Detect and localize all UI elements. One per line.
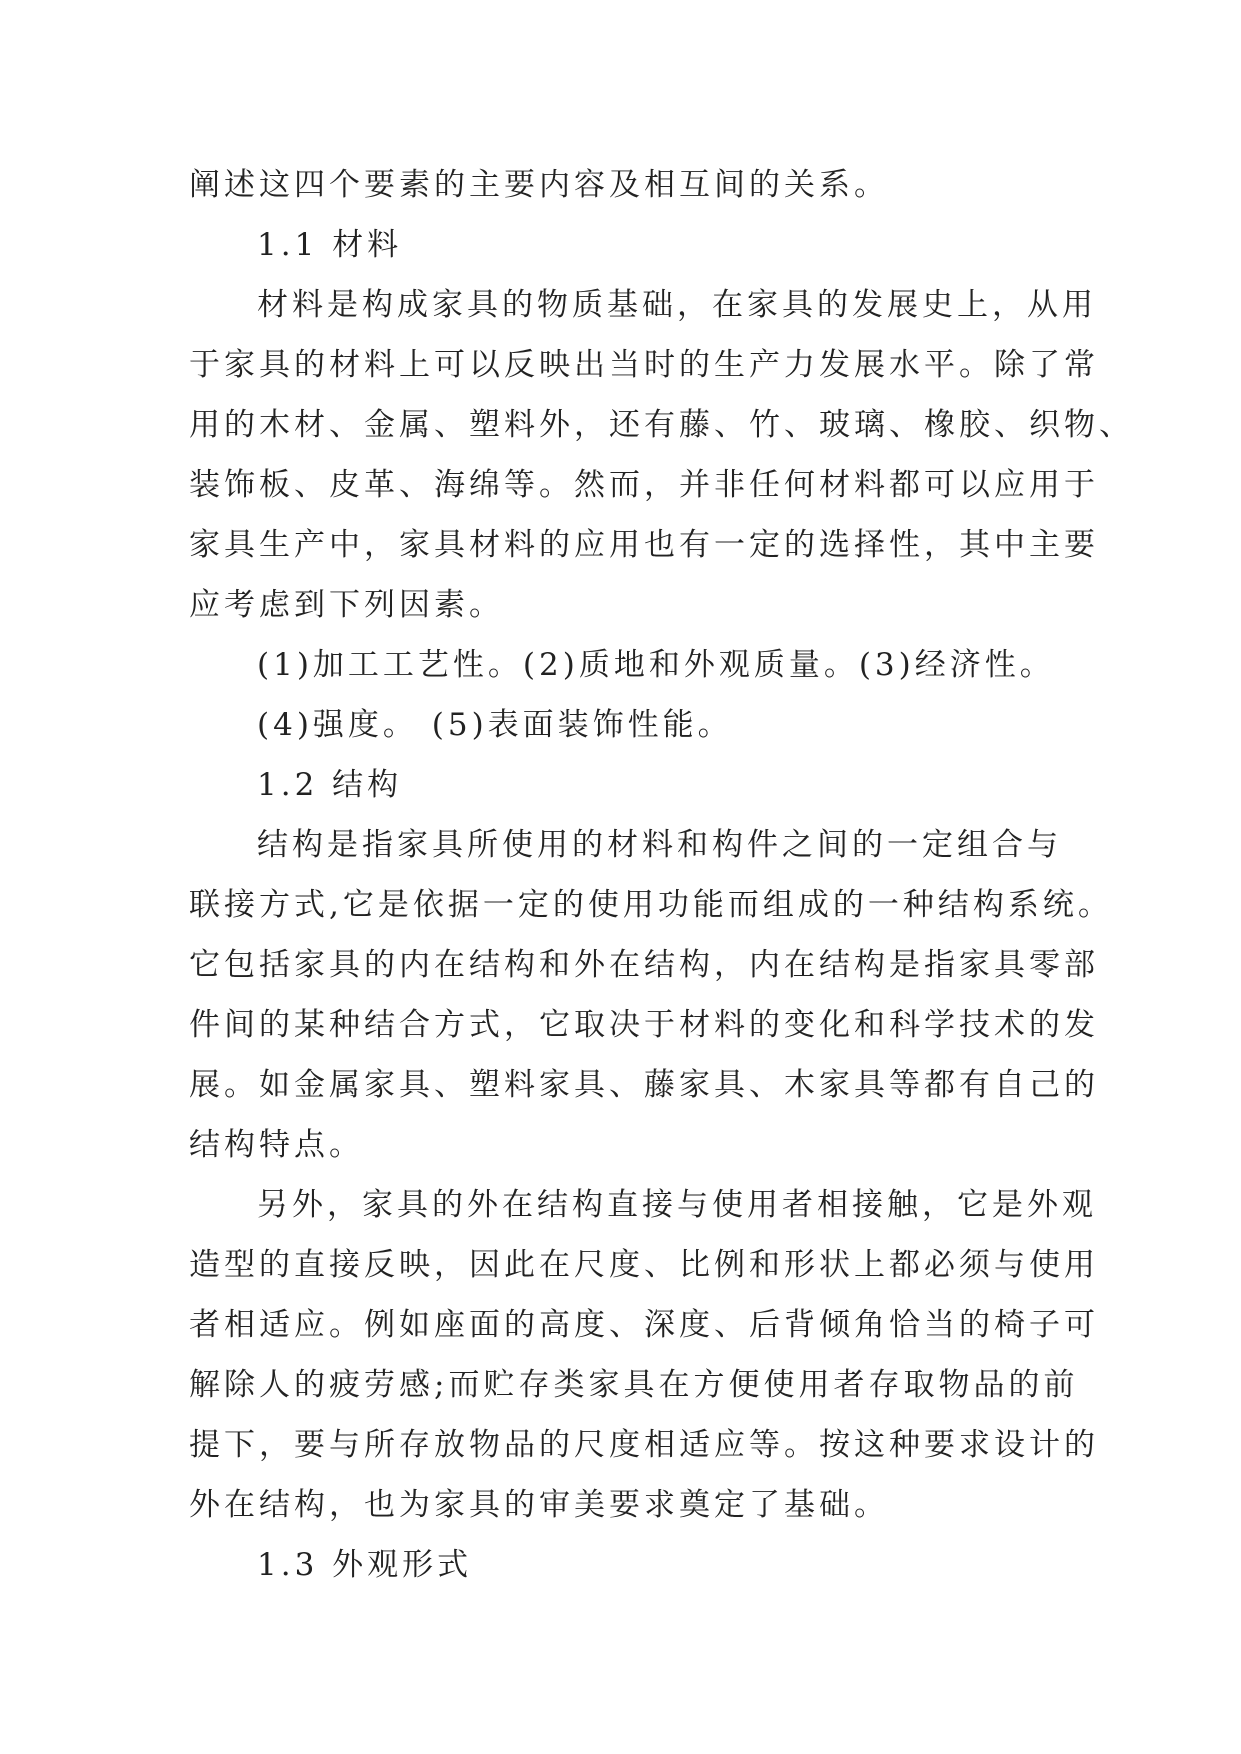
text-line: 联接方式,它是依据一定的使用功能而组成的一种结构系统。 bbox=[189, 887, 1113, 923]
section-heading-appearance: 1.3 外观形式 bbox=[257, 1547, 473, 1583]
text-line: 者相适应。例如座面的高度、深度、后背倾角恰当的椅子可 bbox=[189, 1307, 1099, 1343]
text-line: 展。如金属家具、塑料家具、藤家具、木家具等都有自己的 bbox=[189, 1067, 1099, 1103]
text-line: 材料是构成家具的物质基础，在家具的发展史上，从用 bbox=[257, 287, 1097, 323]
text-line: 应考虑到下列因素。 bbox=[189, 587, 504, 623]
text-line: 于家具的材料上可以反映出当时的生产力发展水平。除了常 bbox=[189, 347, 1099, 383]
text-line: 提下，要与所存放物品的尺度相适应等。按这种要求设计的 bbox=[189, 1427, 1099, 1463]
text-line: 结构是指家具所使用的材料和构件之间的一定组合与 bbox=[257, 827, 1062, 863]
paragraph-external-structure bbox=[189, 1175, 1099, 1535]
paragraph-structure bbox=[189, 815, 1113, 1175]
text-line: 它包括家具的内在结构和外在结构，内在结构是指家具零部 bbox=[189, 947, 1099, 983]
factor-list-line-1: (1)加工工艺性。(2)质地和外观质量。(3)经济性。 bbox=[257, 647, 1055, 683]
text-line: 解除人的疲劳感;而贮存类家具在方便使用者存取物品的前 bbox=[189, 1367, 1079, 1403]
text-line: 外在结构，也为家具的审美要求奠定了基础。 bbox=[189, 1487, 889, 1523]
paragraph-materials bbox=[189, 275, 1134, 635]
text-line: 结构特点。 bbox=[189, 1127, 364, 1163]
text-line: 另外，家具的外在结构直接与使用者相接触，它是外观 bbox=[257, 1187, 1097, 1223]
text-line: 家具生产中，家具材料的应用也有一定的选择性，其中主要 bbox=[189, 527, 1099, 563]
paragraph-intro-end bbox=[189, 155, 1061, 215]
section-heading-structure: 1.2 结构 bbox=[257, 767, 403, 803]
text-line: 装饰板、皮革、海绵等。然而，并非任何材料都可以应用于 bbox=[189, 467, 1099, 503]
text-line: 阐述这四个要素的主要内容及相互间的关系。 bbox=[189, 167, 889, 203]
section-heading-materials: 1.1 材料 bbox=[257, 227, 403, 263]
document-page bbox=[189, 155, 1134, 1595]
factor-list-line-2: (4)强度。 (5)表面装饰性能。 bbox=[257, 707, 733, 743]
text-line: 件间的某种结合方式，它取决于材料的变化和科学技术的发 bbox=[189, 1007, 1099, 1043]
text-line: 造型的直接反映，因此在尺度、比例和形状上都必须与使用 bbox=[189, 1247, 1099, 1283]
text-line: 用的木材、金属、塑料外，还有藤、竹、玻璃、橡胶、织物、 bbox=[189, 407, 1134, 443]
